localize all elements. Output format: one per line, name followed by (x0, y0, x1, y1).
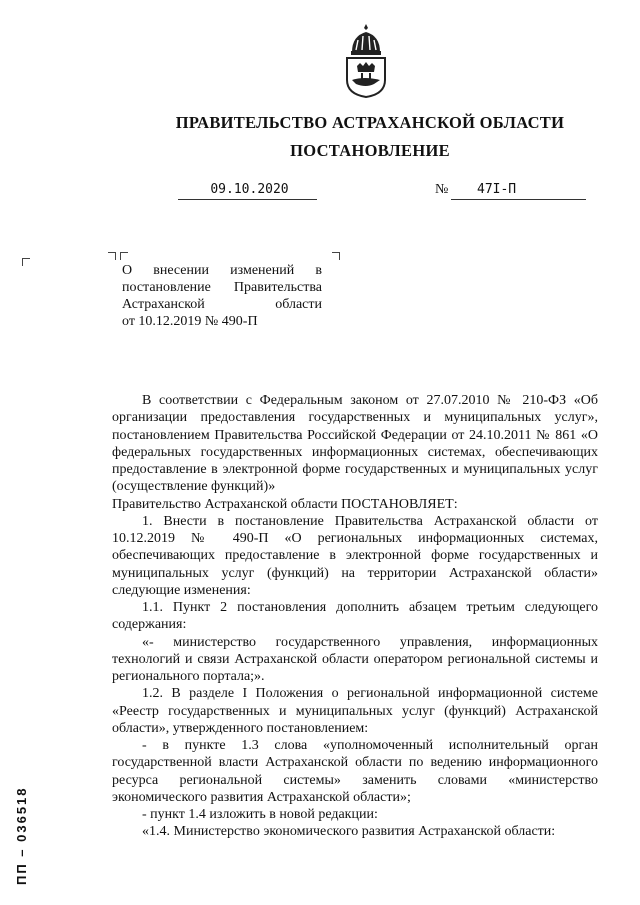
number-sign: № (435, 182, 449, 197)
paragraph: «- министерство государственного управления, информационных технологий и связи Астраханской области оператором региональной системы и регионального портала;». (112, 634, 598, 684)
paragraph: 1.2. В разделе I Положения о региональной информационной системе «Реестр государственных и муниципальных услуг (функций) Астраханской области», утвержденного постановлением: (112, 686, 598, 736)
document-title (122, 262, 322, 330)
title-line: О внесении изменений в (122, 263, 322, 278)
paragraph: Правительство Астраханской области ПОСТАНОВЛЯЕТ: (112, 496, 458, 512)
corner-mark (332, 252, 340, 260)
title-line: Астраханской области (122, 297, 322, 312)
document-type: ПОСТАНОВЛЕНИЕ (290, 141, 450, 160)
corner-mark (22, 258, 30, 266)
paragraph: - пункт 1.4 изложить в новой редакции: (142, 807, 378, 822)
corner-mark (120, 252, 128, 260)
document-number: 47I-П (451, 181, 586, 200)
paragraph: 1.1. Пункт 2 постановления дополнить абзацем третьим следующего содержания: (112, 600, 598, 633)
paragraph: - в пункте 1.3 слова «уполномоченный исполнительный орган государственной власти Астраханской области по ведению информационного ресурса региональной системы» заменить словами «министерство экономического развития Астраханской области»; (112, 738, 598, 805)
paragraph: В соответствии с Федеральным законом от 27.07.2010 № 210-ФЗ «Об организации предоставления государственных и муниципальных услуг», постановлением Правительства Российской Федерации от 24.10.2011 № 861 «О федеральных государственных информационных системах, обеспечивающих предоставление в электронной форме государственных и муниципальных услуг (осуществление функций)» (112, 393, 598, 495)
side-serial-code (14, 735, 44, 895)
coat-of-arms-icon (340, 22, 392, 98)
organization-title: ПРАВИТЕЛЬСТВО АСТРАХАНСКОЙ ОБЛАСТИ (175, 113, 565, 132)
document-date: 09.10.2020 (178, 181, 317, 200)
corner-mark (108, 252, 116, 260)
title-line: постановление Правительства (122, 280, 322, 295)
paragraph: «1.4. Министерство экономического развития Астраханской области: (142, 824, 556, 840)
document-body (112, 392, 598, 841)
paragraph: 1. Внести в постановление Правительства Астраханской области от 10.12.2019 № 490-П «О региональных информационных системах, обеспечивающих предоставление в электронной форме государственных и муниципальных услуг (функций) на территории Астраханской области» следующие изменения: (112, 513, 598, 598)
serial-code-text: ПП – 036518 (14, 786, 29, 885)
title-line: от 10.12.2019 № 490-П (122, 314, 258, 329)
